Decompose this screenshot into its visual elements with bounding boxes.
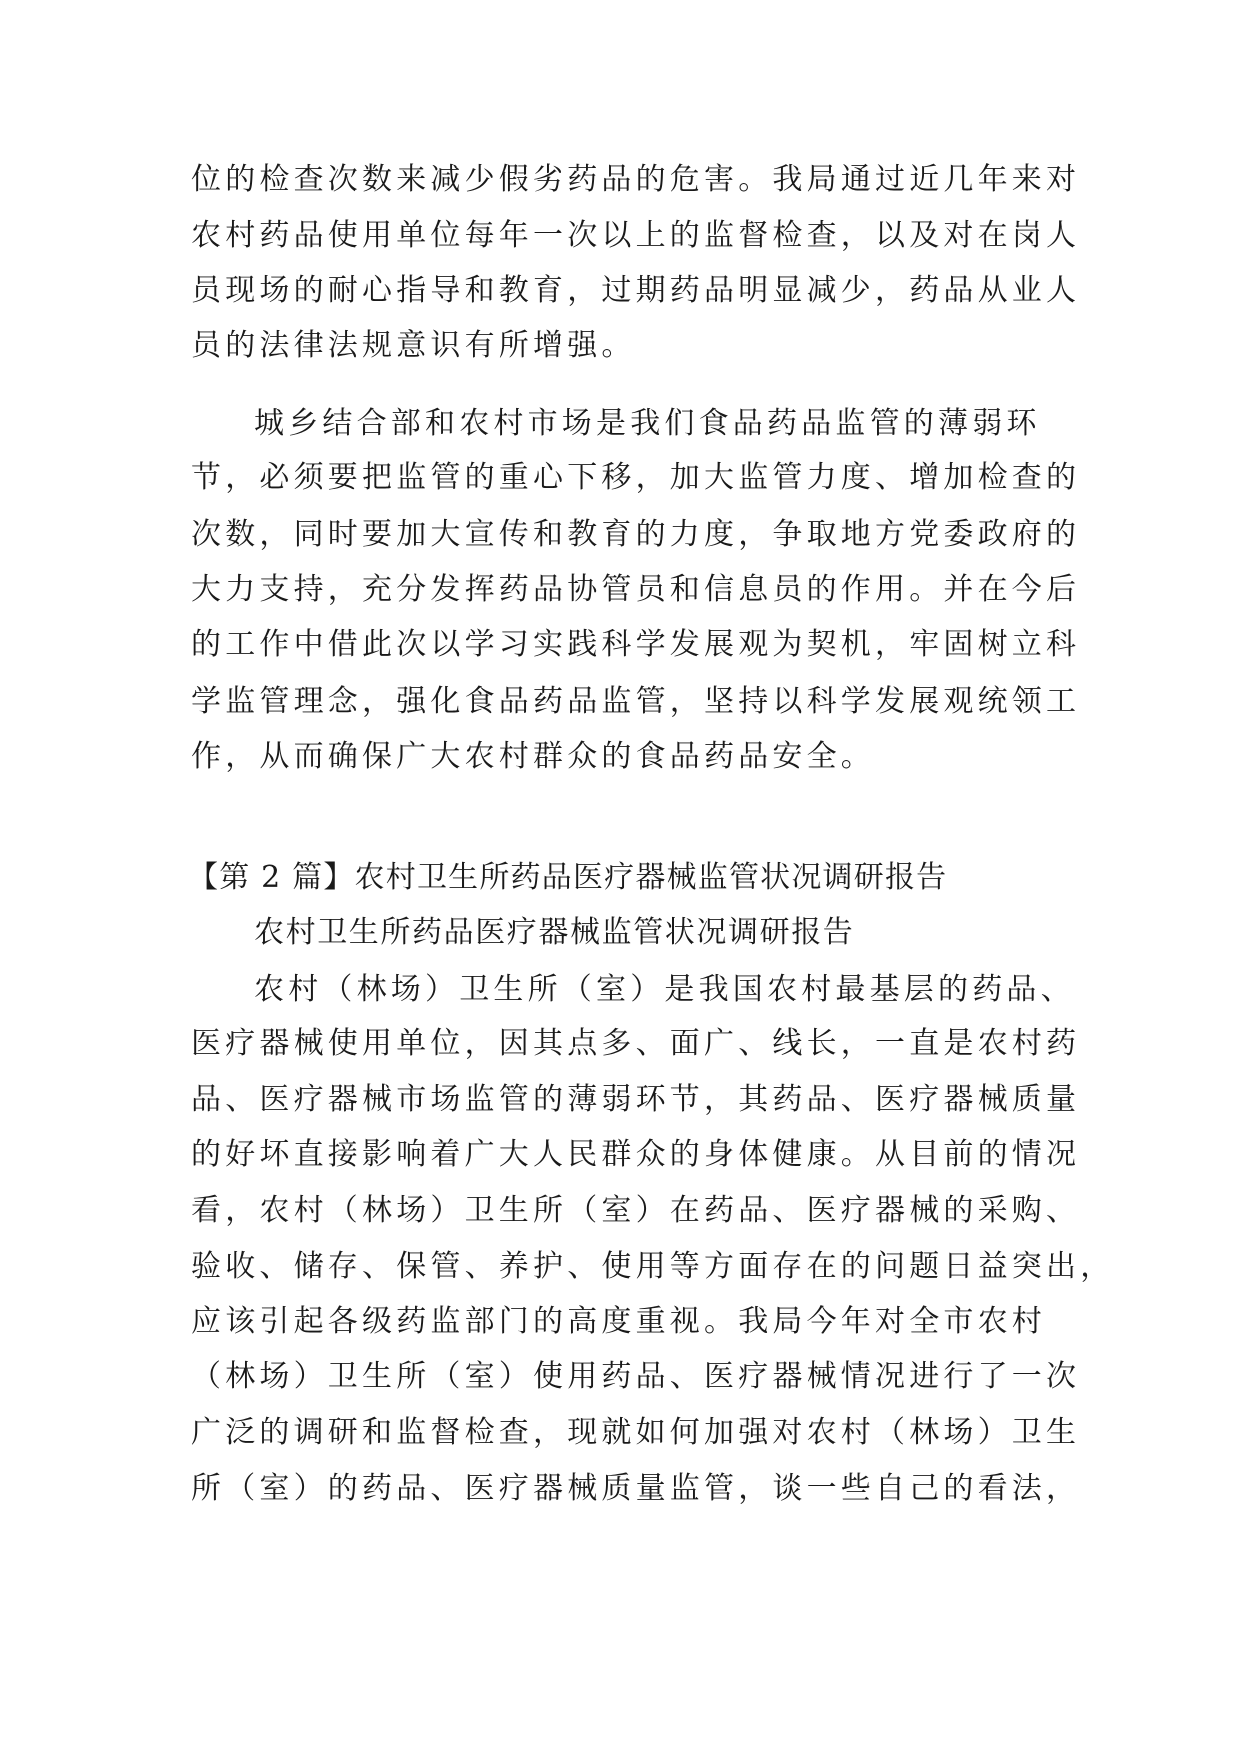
text-line: 学监管理念，强化食品药品监管，坚持以科学发展观统领工 [191,684,1081,719]
text-line: 验收、储存、保管、养护、使用等方面存在的问题日益突出， [191,1249,1115,1284]
section-subtitle: 农村卫生所药品医疗器械监管状况调研报告 [254,915,855,950]
text-line: 城乡结合部和农村市场是我们食品药品监管的薄弱环 [254,406,1041,441]
text-line: 的工作中借此次以学习实践科学发展观为契机，牢固树立科 [191,627,1081,662]
text-line: 员现场的耐心指导和教育，过期药品明显减少，药品从业人 [191,273,1081,308]
text-line: 大力支持，充分发挥药品协管员和信息员的作用。并在今后 [191,572,1081,607]
text-line: 所（室）的药品、医疗器械质量监管，谈一些自己的看法， [191,1471,1081,1506]
text-line: 医疗器械使用单位，因其点多、面广、线长，一直是农村药 [191,1026,1081,1061]
text-line: 节，必须要把监管的重心下移，加大监管力度、增加检查的 [191,460,1081,495]
text-line: 品、医疗器械市场监管的薄弱环节，其药品、医疗器械质量 [191,1082,1081,1117]
text-line: 广泛的调研和监督检查，现就如何加强对农村（林场）卫生 [191,1415,1081,1450]
section-heading: 【第 2 篇】农村卫生所药品医疗器械监管状况调研报告 [188,860,948,895]
text-line: 看，农村（林场）卫生所（室）在药品、医疗器械的采购、 [191,1193,1081,1228]
text-line: 作，从而确保广大农村群众的食品药品安全。 [191,739,875,774]
text-line: 应该引起各级药监部门的高度重视。我局今年对全市农村 [191,1304,1046,1339]
text-line: 农村药品使用单位每年一次以上的监督检查，以及对在岗人 [191,218,1081,253]
text-line: （林场）卫生所（室）使用药品、医疗器械情况进行了一次 [191,1359,1081,1394]
text-line: 农村（林场）卫生所（室）是我国农村最基层的药品、 [254,972,1075,1007]
text-line: 次数，同时要加大宣传和教育的力度，争取地方党委政府的 [191,517,1081,552]
text-line: 的好坏直接影响着广大人民群众的身体健康。从目前的情况 [191,1137,1081,1172]
text-line: 员的法律法规意识有所增强。 [191,328,636,363]
text-line: 位的检查次数来减少假劣药品的危害。我局通过近几年来对 [191,162,1081,197]
